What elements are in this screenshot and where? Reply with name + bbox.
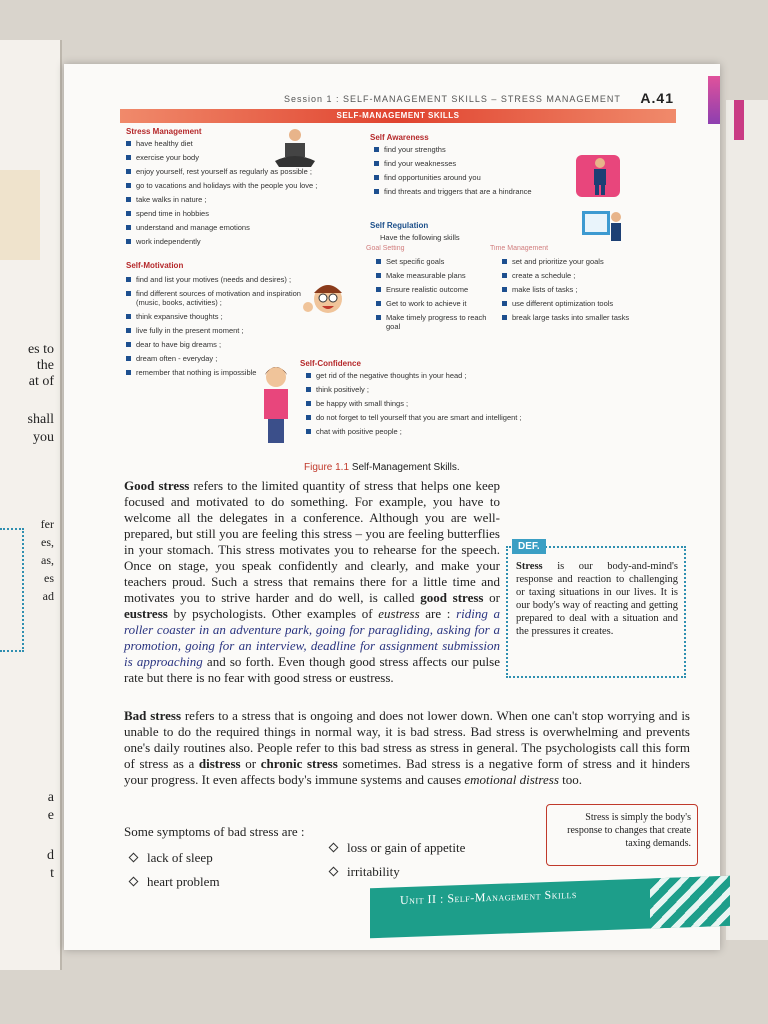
banner-stripes — [650, 876, 730, 929]
symptom-text: heart problem — [147, 874, 220, 889]
left-page-text: t — [50, 866, 54, 881]
list-item: think positively ; — [306, 385, 606, 394]
diamond-bullet-icon — [129, 853, 139, 863]
paragraph-text: or — [240, 756, 261, 771]
list-item: dear to have big dreams ; — [126, 340, 306, 349]
term: distress — [198, 756, 241, 771]
list-item: think expansive thoughts ; — [126, 312, 306, 321]
list-item: chat with positive people ; — [306, 427, 606, 436]
left-page-box — [0, 528, 24, 652]
left-page-text: at of — [28, 374, 54, 389]
left-page-text: a — [47, 790, 54, 805]
diamond-bullet-icon — [329, 867, 339, 877]
list-item: Make measurable plans — [376, 271, 494, 280]
list-item: find your strengths — [374, 145, 594, 154]
figure-title: SELF-MANAGEMENT SKILLS — [120, 109, 676, 123]
def-tag: DEF. — [512, 539, 546, 554]
running-header — [284, 90, 674, 106]
symptom-item — [330, 864, 400, 880]
time-management-label: Time Management — [490, 245, 549, 252]
paragraph-text: refers to a stress that is ongoing and does not lower down. When one can't stop worrying and is unable to do the required things in normal way, it is bad stress. Bad stress is overwhelming and prevents one's daily routines also. People refer to this bad stress as stress in general. The psychologists call this form of stress as a — [124, 708, 690, 771]
figure-label: Figure 1.1 — [304, 462, 350, 473]
stress-management-heading: Stress Management — [126, 127, 202, 136]
section-tab — [708, 76, 720, 124]
page-number: A.41 — [640, 90, 674, 106]
symptom-item — [130, 850, 213, 866]
list-item: Ensure realistic outcome — [376, 285, 494, 294]
list-item: get rid of the negative thoughts in your head ; — [306, 371, 606, 380]
stress-management-list — [126, 139, 366, 251]
list-item: have healthy diet — [126, 139, 366, 148]
paragraph-text: by psychologists. Other examples of — [167, 606, 379, 621]
list-item: spend time in hobbies — [126, 209, 366, 218]
symptom-text: irritability — [347, 864, 400, 879]
definition-text: is our body-and-mind's response and reaction to challenging or taxing situations in our lives. It is our body's way of reacting and getting prepared to deal with a situation and the pressures it creates. — [516, 561, 678, 637]
term: Good stress — [124, 478, 190, 493]
list-item: find and list your motives (needs and desires) ; — [126, 275, 306, 284]
list-item: find your weaknesses — [374, 159, 594, 168]
list-item: exercise your body — [126, 153, 366, 162]
left-page-highlight — [0, 170, 40, 260]
left-page-text: d — [47, 848, 54, 863]
list-item: Get to work to achieve it — [376, 299, 494, 308]
goal-setting-list — [376, 257, 494, 336]
presenter-illustration — [582, 209, 626, 251]
diamond-bullet-icon — [329, 843, 339, 853]
left-page-text: the — [36, 358, 54, 373]
self-awareness-heading: Self Awareness — [370, 133, 429, 142]
definition-term: Stress — [516, 561, 543, 572]
examples-text: riding a roller coaster in an adventure park, going for paragliding, asking for a promotion, going for an interview, deadline for assignment submission is approaching — [124, 606, 500, 669]
left-page-text: es — [44, 571, 54, 585]
left-page-text: shall — [27, 412, 54, 427]
list-item: be happy with small things ; — [306, 399, 606, 408]
self-regulation-intro: Have the following skills — [380, 233, 460, 242]
self-motivation-heading: Self-Motivation — [126, 261, 184, 270]
symptom-item — [130, 874, 220, 890]
emphasis-text: emotional distress — [464, 772, 559, 787]
left-page-text: es to — [27, 342, 54, 357]
left-page-text: ad — [42, 589, 54, 603]
left-page-text: e — [47, 808, 54, 823]
list-item: understand and manage emotions — [126, 223, 366, 232]
page-tab — [734, 100, 744, 140]
list-item: go to vacations and holidays with the people you love ; — [126, 181, 366, 190]
meditation-illustration — [270, 127, 320, 169]
symptoms-title: Some symptoms of bad stress are : — [124, 824, 305, 839]
paragraph-text: and so forth. Even though good stress affects our pulse rate but there is no fear with good stress or eustress. — [124, 654, 500, 685]
list-item: live fully in the present moment ; — [126, 326, 306, 335]
list-item: create a schedule ; — [502, 271, 642, 280]
paragraph-text: are : — [419, 606, 457, 621]
bad-stress-paragraph — [124, 708, 690, 788]
self-regulation-heading: Self Regulation — [370, 221, 429, 230]
quote-box: Stress is simply the body's response to changes that create taxing demands. — [546, 804, 698, 866]
list-item: use different optimization tools — [502, 299, 642, 308]
self-awareness-list — [374, 145, 594, 201]
left-page-text: fer — [40, 517, 54, 531]
list-item: find opportunities around you — [374, 173, 594, 182]
list-item: find different sources of motivation and inspiration (music, books, activities) ; — [126, 289, 306, 307]
left-page-text: as, — [41, 553, 54, 567]
term: chronic stress — [260, 756, 338, 771]
next-page-edge — [726, 100, 768, 940]
paragraph-text: sometimes. Bad stress is a negative form of stress and it hinders your progress. It even affects body's immune systems and causes — [124, 756, 690, 787]
list-item: Make timely progress to reach goal — [376, 313, 494, 331]
list-item: dream often - everyday ; — [126, 354, 306, 363]
left-page-text: es, — [41, 535, 54, 549]
paragraph-text: too. — [558, 772, 583, 787]
list-item: work independently — [126, 237, 366, 246]
time-management-list — [502, 257, 642, 327]
self-confidence-list — [306, 371, 606, 441]
term: eustress — [378, 606, 420, 621]
term: good stress — [420, 590, 484, 605]
diamond-bullet-icon — [129, 877, 139, 887]
term: eustress — [124, 606, 168, 621]
list-item: set and prioritize your goals — [502, 257, 642, 266]
list-item: make lists of tasks ; — [502, 285, 642, 294]
session-title: Session 1 : SELF-MANAGEMENT SKILLS – STRESS MANAGEMENT — [284, 94, 621, 104]
goal-setting-label: Goal Setting — [366, 245, 405, 252]
paragraph-text: or — [483, 590, 500, 605]
figure-caption-text: Self-Management Skills. — [351, 462, 460, 473]
paragraph-text: refers to the limited quantity of stress that helps one keep focused and motivated to do something. For example, you have to welcome all the delegates in a conference. Although you are well-prepared, but still you are feeling this stress – you are feeling butterflies in your stomach. This stress motivates you to rehearse for the speech. Once on stage, you speak confidently and clearly, and make your teachers proud. Such a stress that remains there for a little time and motivates you to strive harder and do well, is called — [124, 478, 500, 605]
figure-caption — [304, 462, 460, 473]
symptom-item — [330, 840, 465, 856]
list-item: find threats and triggers that are a hindrance — [374, 187, 594, 196]
businessman-illustration — [576, 151, 620, 197]
list-item: break large tasks into smaller tasks — [502, 313, 642, 322]
term: Bad stress — [124, 708, 182, 723]
self-confidence-heading: Self-Confidence — [300, 359, 361, 368]
self-management-figure — [120, 109, 676, 449]
book-page — [64, 64, 720, 950]
list-item: take walks in nature ; — [126, 195, 366, 204]
symptom-text: lack of sleep — [147, 850, 213, 865]
list-item: do not forget to tell yourself that you are smart and intelligent ; — [306, 413, 606, 422]
list-item: Set specific goals — [376, 257, 494, 266]
woman-illustration — [256, 363, 298, 447]
unit-label: Unit II : Self-Management Skills — [400, 886, 577, 908]
list-item: remember that nothing is impossible — [126, 368, 306, 377]
symptom-text: loss or gain of appetite — [347, 840, 466, 855]
list-item: enjoy yourself, rest yourself as regularly as possible ; — [126, 167, 366, 176]
left-page — [0, 40, 62, 970]
definition-box — [506, 541, 686, 678]
cartoon-man-illustration — [302, 279, 348, 325]
left-page-text: you — [33, 430, 54, 445]
